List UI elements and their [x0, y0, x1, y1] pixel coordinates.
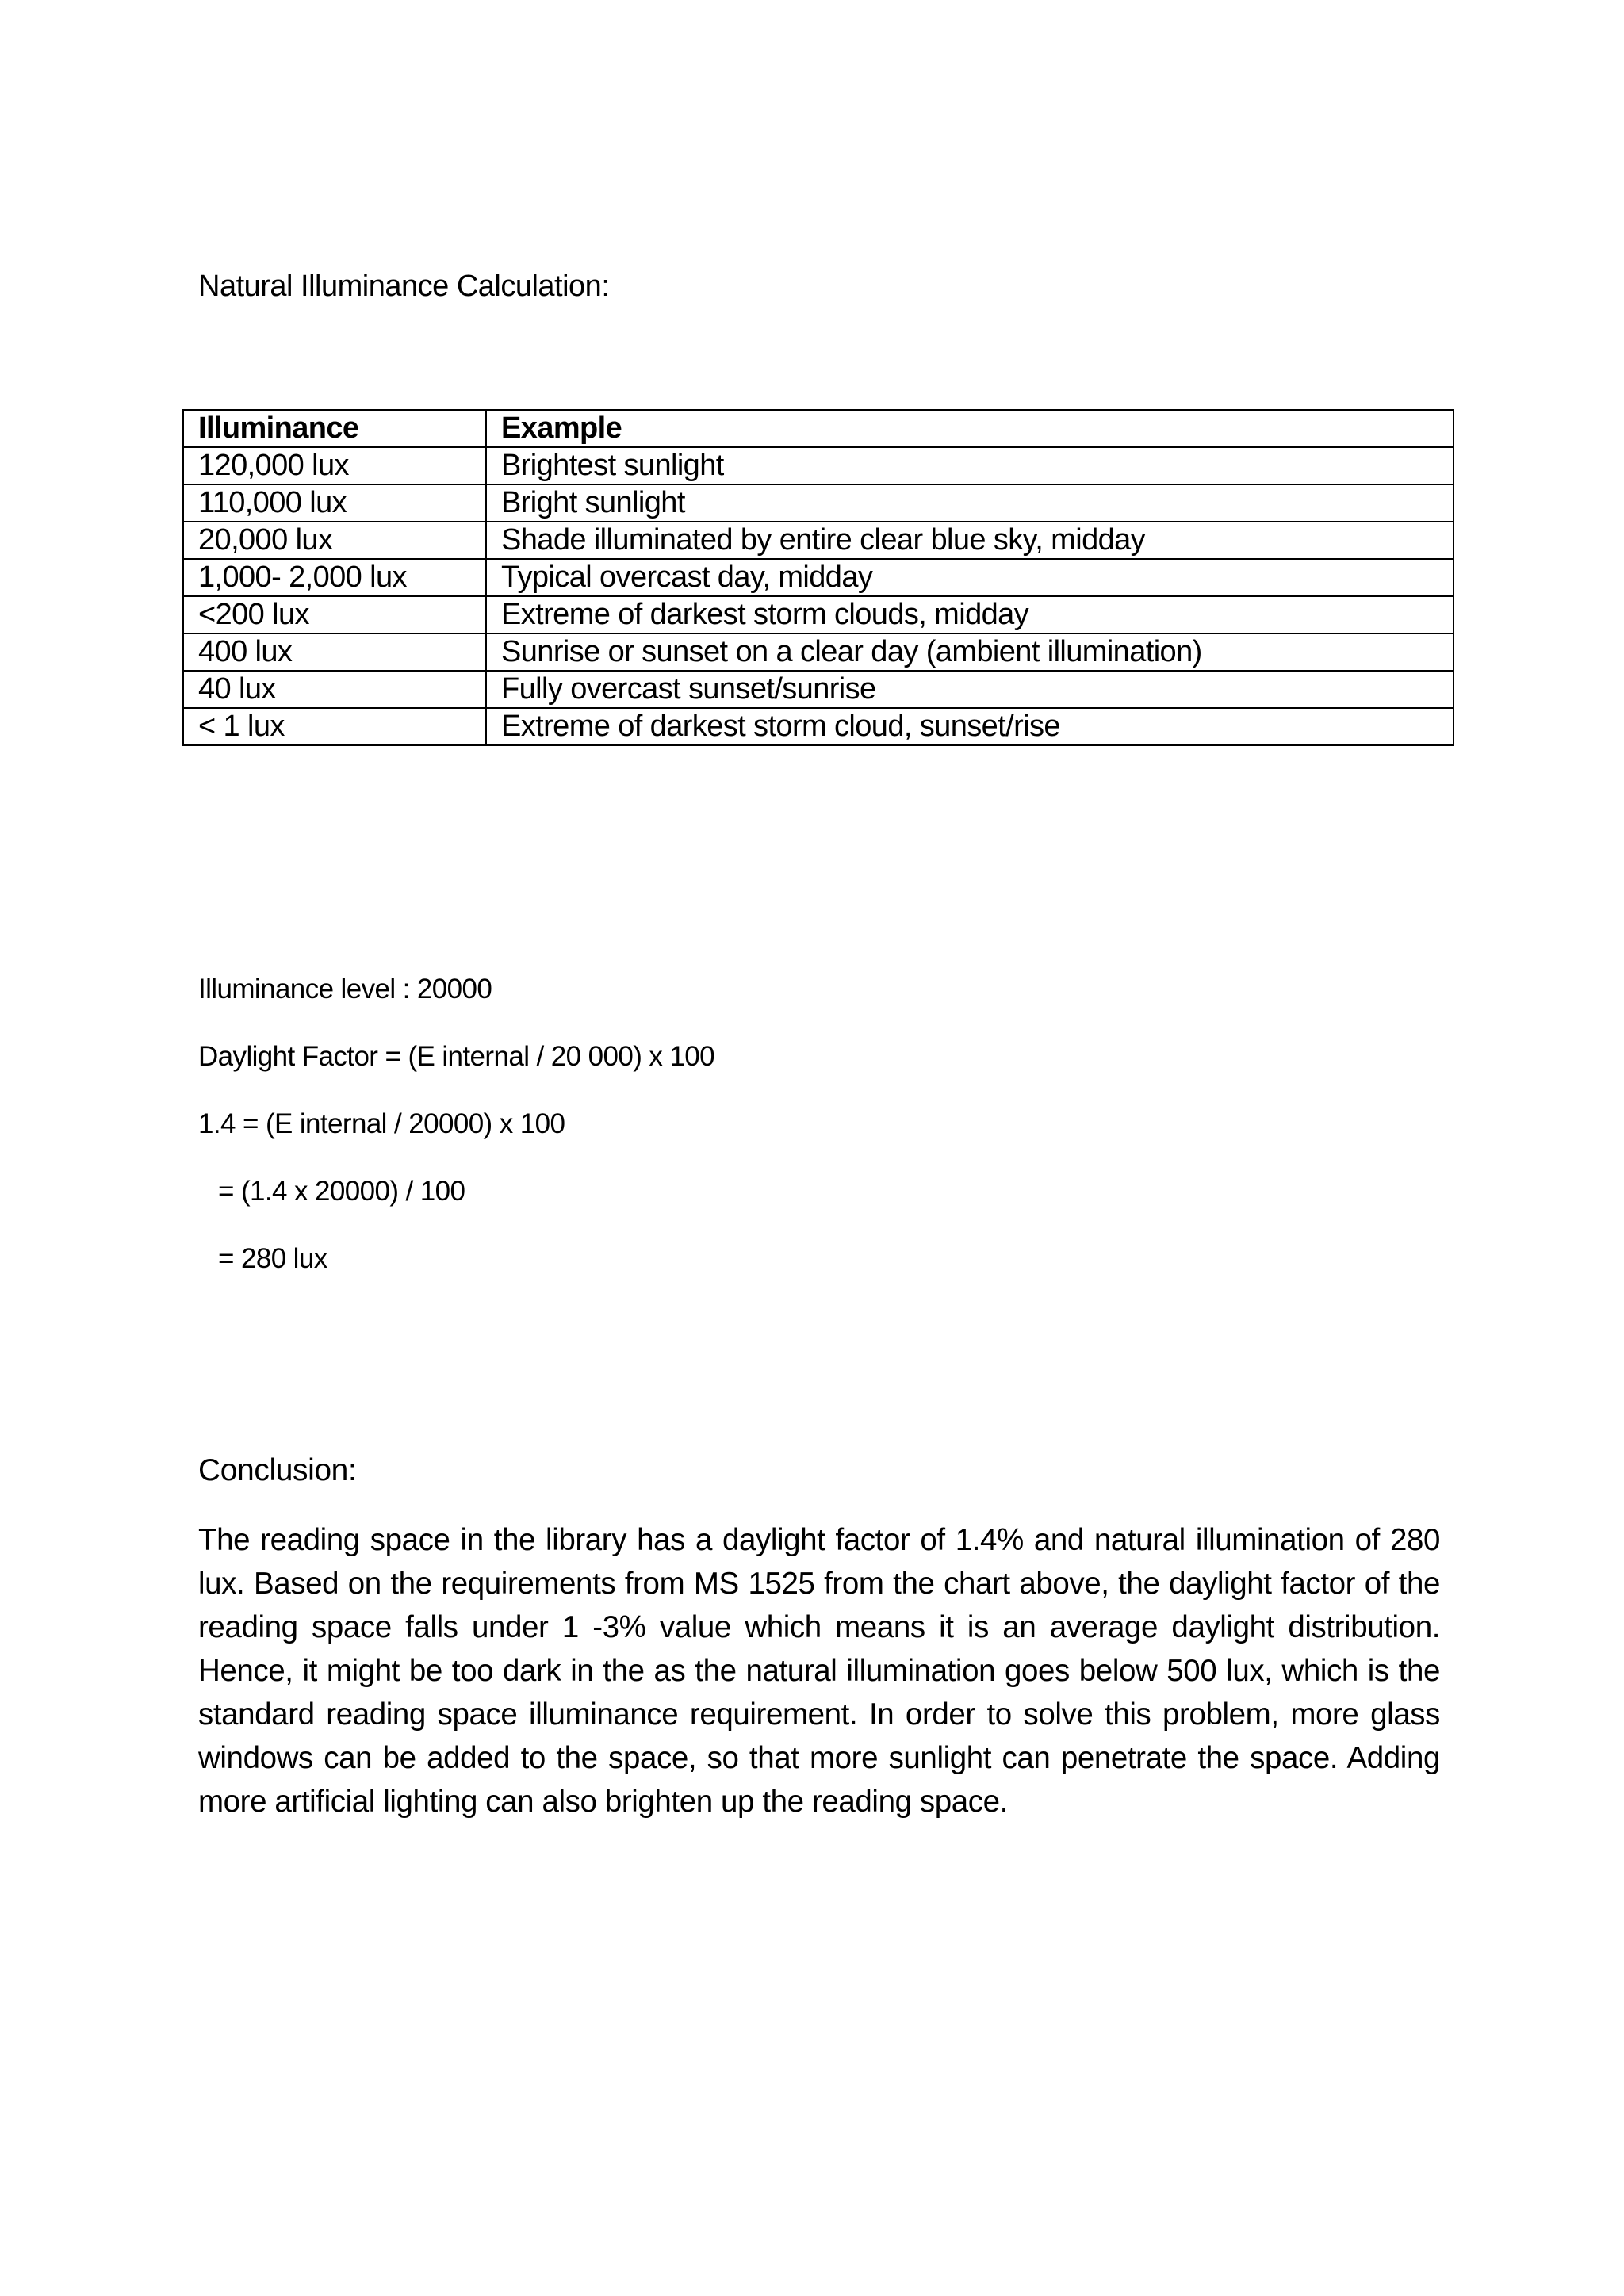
column-header-illuminance: Illuminance	[183, 410, 486, 447]
illuminance-level-line: Illuminance level : 20000	[198, 974, 492, 1004]
table-row	[183, 671, 1454, 708]
example-cell: Extreme of darkest storm cloud, sunset/rise	[486, 708, 1454, 745]
table-row	[183, 633, 1454, 671]
illuminance-cell: 110,000 lux	[183, 484, 486, 522]
table-header-row	[183, 410, 1454, 447]
table-row	[183, 708, 1454, 745]
illuminance-cell: <200 lux	[183, 596, 486, 633]
example-cell: Extreme of darkest storm clouds, midday	[486, 596, 1454, 633]
illuminance-cell: 1,000- 2,000 lux	[183, 559, 486, 596]
illuminance-cell: 40 lux	[183, 671, 486, 708]
illuminance-cell: < 1 lux	[183, 708, 486, 745]
illuminance-cell: 120,000 lux	[183, 447, 486, 484]
illuminance-cell: 400 lux	[183, 633, 486, 671]
formula-result: = 280 lux	[218, 1243, 327, 1274]
example-cell: Shade illuminated by entire clear blue sky, midday	[486, 522, 1454, 559]
conclusion-paragraph: The reading space in the library has a daylight factor of 1.4% and natural illumination of 280 lux. Based on the requirements from MS 1525 from the chart above, the daylight factor of the reading space falls under 1 -3% value which means it is an average daylight distribution. Hence, it might be too dark in the as the natural illumination goes below 500 lux, which is the standard reading space illuminance requirement. In order to solve this problem, more glass windows can be added to the space, so that more sunlight can penetrate the space. Adding more artificial lighting can also brighten up the reading space.	[198, 1523, 1440, 1819]
example-cell: Typical overcast day, midday	[486, 559, 1454, 596]
daylight-factor-formula: Daylight Factor = (E internal / 20 000) x 100	[198, 1041, 714, 1072]
example-cell: Sunrise or sunset on a clear day (ambient illumination)	[486, 633, 1454, 671]
conclusion-heading: Conclusion:	[198, 1453, 357, 1487]
table-row	[183, 522, 1454, 559]
illuminance-cell: 20,000 lux	[183, 522, 486, 559]
column-header-example: Example	[486, 410, 1454, 447]
table-row	[183, 484, 1454, 522]
example-cell: Fully overcast sunset/sunrise	[486, 671, 1454, 708]
table-row	[183, 559, 1454, 596]
formula-rearranged: = (1.4 x 20000) / 100	[218, 1176, 465, 1207]
example-cell: Bright sunlight	[486, 484, 1454, 522]
example-cell: Brightest sunlight	[486, 447, 1454, 484]
table-row	[183, 447, 1454, 484]
formula-substitution: 1.4 = (E internal / 20000) x 100	[198, 1108, 565, 1139]
section-title: Natural Illuminance Calculation:	[198, 270, 610, 303]
table-row	[183, 596, 1454, 633]
illuminance-table	[182, 409, 1454, 746]
